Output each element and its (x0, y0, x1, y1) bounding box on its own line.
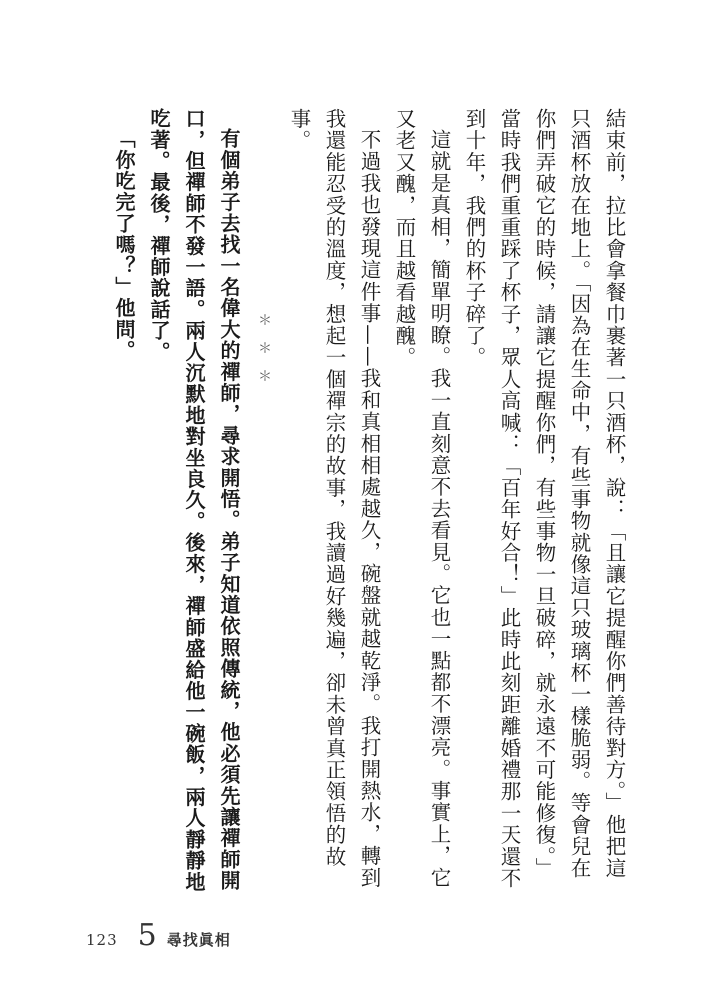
page-footer (86, 918, 231, 953)
zen-story-question: 「你吃完了嗎？」他問。 (112, 128, 136, 362)
chapter-title: 尋找眞相 (166, 931, 231, 949)
page-number: 123 (86, 931, 118, 949)
zen-story-paragraph: 有個弟子去找一名偉大的禪師，尋求開悟。弟子知道依照傳統，他必須先讓禪師開口，但禪師不發一語。兩人沉默地對坐良久。後來，禪師盛給他一碗飯，兩人靜靜地吃著。最後，禪師說話了。 (147, 108, 241, 893)
body-text (106, 108, 631, 898)
paragraph-dishes: 不過我也發現這件事——我和真相相處越久，碗盤就越乾淨。我打開熱水，轉到我還能忍受的溫度，想起一個禪宗的故事，我讀過好幾遍，卻未曾真正領悟的故事。 (287, 108, 381, 888)
paragraph-truth: 這就是真相，簡單明瞭。我一直刻意不去看見。它也一點都不漂亮。事實上，它又老又醜，而且越看越醜。 (392, 108, 451, 888)
chapter-number: 5 (137, 918, 157, 953)
section-divider: ＊＊＊ (256, 313, 272, 397)
paragraph-wedding-glass: 結束前，拉比會拿餐巾裹著一只酒杯，說：「且讓它提醒你們善待對方。」他把這只酒杯放在地上。「因為在生命中，有些事物就像這只玻璃杯一樣脆弱。等會兒在你們弄破它的時候，請讓它提醒你們，有些事物一旦破碎，就永遠不可能修復。」當時我們重重踩了杯子，眾人高喊：「百年好合！」此時此刻距離婚禮那一天還不到十年，我們的杯子碎了。 (462, 108, 626, 890)
